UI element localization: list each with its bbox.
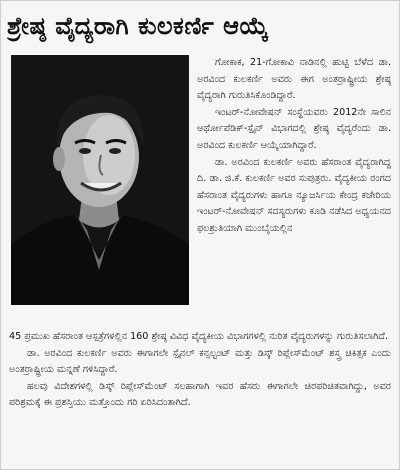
headline: ಶ್ರೇಷ್ಠ ವೈದ್ಯರಾಗಿ ಕುಲಕರ್ಣಿ ಆಯ್ಕೆ <box>7 12 269 40</box>
right-column-text <box>197 55 391 238</box>
portrait-photo <box>11 55 189 305</box>
portrait-image <box>11 55 189 305</box>
paragraph-1: ಗೋಕಾಕ, 21-ಗೋಕಾವಿ ನಾಡಿನಲ್ಲಿ ಹುಟ್ಟಿ ಬೆಳೆದ ಡಾ. ಅರವಿಂದ ಕುಲಕರ್ಣಿ ಅವರು ಈಗ ಅಂತರ್ರಾಷ್ಟ್ರೀಯ ಶ್ರೇಷ್ಠ ವೈದ್ಯರಾಗಿ ಗುರುತಿಸಿಕೊಂಡಿದ್ದಾರೆ. <box>197 57 391 102</box>
paragraph-3: ಡಾ. ಅರವಿಂದ ಕುಲಕರ್ಣಿ ಅವರು ಹೆಸರಾಂತ ವೈದ್ಯರಾಗಿದ್ದ ದಿ. ಡಾ. ಜಿ.ಕೆ. ಕುಲಕರ್ಣಿ ಅವರ ಸುಪುತ್ರರು. ವೈದ್ಯಕೀಯ ರಂಗದ ಹೆಸರಾಂತ ವೈದ್ಯರುಗಳು ಹಾಗೂ ನ್ಯೂಜರ್ಸಿಯ ಕೇಂದ್ರ ಕಚೇರಿಯ ಇಂಟರ್-ನೋವೇಷನ್ ಸದಸ್ಯರುಗಳು ಕೂಡಿ ನಡೆಸಿದ ಅಧ್ಯಯನದ ಫಲಶ್ರುತಿಯಾಗಿ ಮುಂಬೈಯಲ್ಲಿನ <box>197 156 392 234</box>
paragraph-6: ಹಲವು ವಿದೇಶಗಳಲ್ಲಿ ಡಿಸ್ಕ್ ರಿಪ್ಲೇಸ್‌ಮೆಂಟ್ ಸಲಹಾಗಾಗಿ ಇವರ ಹೆಸರು ಈಗಾಗಲೇ ಚಿರಪರಿಚಿತವಾಗಿದ್ದು, ಅವರ ಪರಿಶ್ರಮಕ್ಕೆ ಈ ಪ್ರಶಸ್ತಿಯು ಮತ್ತೊಂದು ಗರಿ ಏರಿಸಿದಂತಾಗಿದೆ. <box>9 380 391 409</box>
paragraph-2: ಇಂಟರ್-ನೋವೇಷನ್ ಸಂಸ್ಥೆಯವರು 2012ನೇ ಸಾಲಿನ ಆರ್ಥೋಪೆಡಿಕ್-ಸ್ಪೈನ್ ವಿಭಾಗದಲ್ಲಿ ಶ್ರೇಷ್ಠ ವೈದ್ಯರೆಂದು ಡಾ. ಅರವಿಂದ ಕುಲಕರ್ಣಿ ಆಯ್ಕೆಯಾಗಿದ್ದಾರೆ. <box>197 106 391 151</box>
full-width-text <box>9 329 391 412</box>
paragraph-4: 45 ಪ್ರಮುಖ ಹೆಸರಾಂತ ಆಸ್ಪತ್ರೆಗಳಲ್ಲಿನ 160 ಶ್ರೇಷ್ಠ ವಿವಿಧ ವೈದ್ಯಕೀಯ ವಿಭಾಗಗಳಲ್ಲಿ ನುರಿತ ವೈದ್ಯರುಗಳನ್ನು ಗುರುತಿಸಲಾಗಿದೆ. <box>9 331 389 342</box>
paragraph-5: ಡಾ. ಅರವಿಂದ ಕುಲಕರ್ಣಿ ಅವರು ಈಗಾಗಲೇ ಸ್ಪೈನಲ್ ಕನ್ಸಲ್ಟಂಟ್ ಮತ್ತು ಡಿಸ್ಕ್ ರಿಪ್ಲೇಸ್‌ಮೆಂಟ್ ಶಸ್ತ್ರ ಚಿಕಿತ್ಸಕ ಎಂದು ಅಂತರ್ರಾಷ್ಟ್ರೀಯ ಮನ್ನಣೆ ಗಳಿಸಿದ್ದಾರೆ. <box>9 347 391 376</box>
